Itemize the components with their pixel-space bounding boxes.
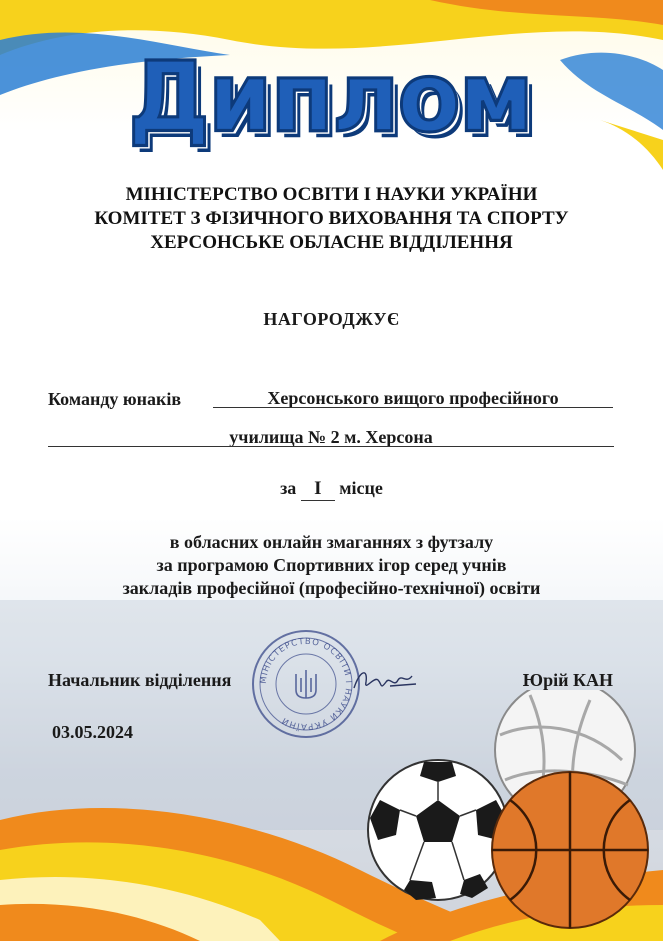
soccer-ball-icon <box>368 760 508 900</box>
diploma-title-text: Диплом <box>128 41 532 154</box>
issue-date: 03.05.2024 <box>52 722 133 742</box>
competition-line3: закладів професійної (професійно-технічної) освіти <box>122 578 541 598</box>
svg-text:МІНІСТЕРСТВО ОСВІТИ І НАУКИ УК: МІНІСТЕРСТВО ОСВІТИ І НАУКИ УКРАЇНИ <box>258 636 354 732</box>
trident-icon <box>296 670 316 698</box>
official-stamp <box>250 628 362 740</box>
award-verb: НАГОРОДЖУЄ <box>263 309 400 329</box>
header-committee: КОМІТЕТ З ФІЗИЧНОГО ВИХОВАННЯ ТА СПОРТУ <box>94 208 569 229</box>
team-underline-2 <box>48 446 614 447</box>
diploma-title <box>100 40 560 155</box>
signatory-name: Юрій КАН <box>522 670 613 690</box>
team-name-line1: Херсонського вищого професійного <box>267 388 559 408</box>
place-row <box>0 478 663 501</box>
header-ministry: МІНІСТЕРСТВО ОСВІТИ І НАУКИ УКРАЇНИ <box>125 184 538 205</box>
place-suffix: місце <box>339 478 383 498</box>
basketball-icon <box>492 772 648 928</box>
sports-balls-illustration <box>360 690 663 941</box>
signatory-position: Начальник відділення <box>48 670 232 690</box>
team-name-line2: училища № 2 м. Херсона <box>229 427 433 447</box>
team-underline-1 <box>213 407 613 408</box>
team-label: Команду юнаків <box>48 389 182 409</box>
place-prefix: за <box>280 478 297 498</box>
competition-line2: за програмою Спортивних ігор серед учнів <box>156 555 507 575</box>
place-value: I <box>301 478 335 501</box>
competition-line1: в обласних онлайн змаганнях з футзалу <box>169 532 494 552</box>
header-department: ХЕРСОНСЬКЕ ОБЛАСНЕ ВІДДІЛЕННЯ <box>150 232 513 253</box>
